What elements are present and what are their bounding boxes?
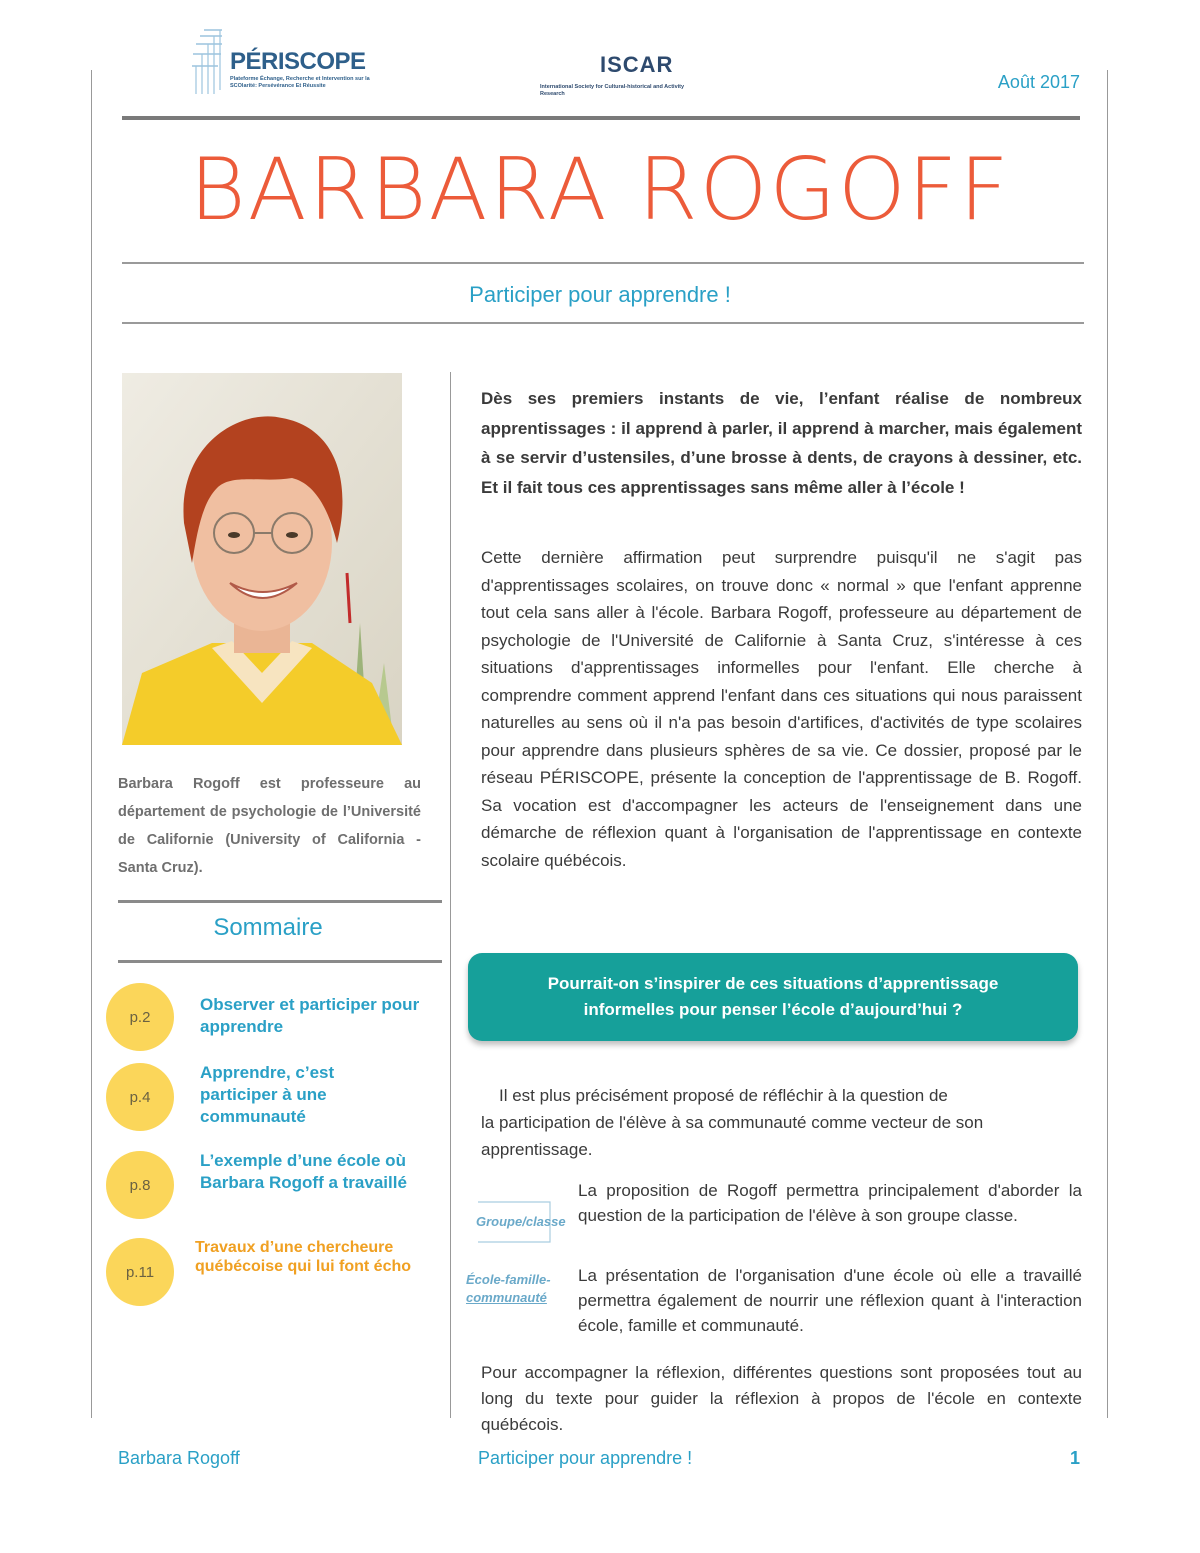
periscope-logo xyxy=(190,28,380,98)
callout-line: informelles pour penser l’école d’aujourd’hui ? xyxy=(583,1000,963,1019)
toc-page-badge: p.8 xyxy=(106,1151,174,1219)
callout-line: Pourrait-on s’inspirer de ces situations d’apprentissage xyxy=(547,974,999,993)
caption-rule xyxy=(118,900,442,903)
page-number: 1 xyxy=(1070,1448,1081,1468)
toc-item[interactable]: L’exemple d’une école où Barbara Rogoff a travaillé xyxy=(200,1151,407,1192)
left-border xyxy=(91,70,92,1418)
toc-item[interactable]: Observer et participer pour apprendre xyxy=(200,995,420,1036)
toc-page-badge: p.4 xyxy=(106,1063,174,1131)
portrait-photo xyxy=(122,373,402,745)
body-paragraph: Cette dernière affirmation peut surprendre puisqu'il ne s'agit pas d'apprentissages scolaires, on trouve donc « normal » que l'enfant apprenne tout cela sans aller à l'école. Barbara Rogoff, professeure au département de psychologie de l'Université de Californie à Santa Cruz, s'intéresse à ces situations d'apprentissages informelles pour l'enfant. Elle cherche à comprendre comment apprend l'enfant dans ces situations qui nous paraissent naturelles au sens où il n'a pas besoin d'artifices, d'activités de type scolaires pour apprendre dans plusieurs sphères de sa vie. Ce dossier, proposé par le réseau PÉRISCOPE, présente la conception de l'apprentissage de B. Rogoff. Sa vocation est d'accompagner les acteurs de l'enseignement dans une démarche de réflexion quant à l'organisation de l'apprentissage en contexte scolaire québécois. xyxy=(481,548,1082,870)
iscar-logo-name: ISCAR xyxy=(600,52,674,77)
subtitle-rule-top xyxy=(122,262,1084,264)
footer-author: Barbara Rogoff xyxy=(118,1448,240,1468)
subtitle-rule-bottom xyxy=(122,322,1084,324)
page-title: BARBARA ROGOFF xyxy=(189,140,1011,240)
ecole-famille-icon-label-1: École-famille- xyxy=(466,1272,551,1287)
body-paragraph-2 xyxy=(481,1082,1082,1163)
column-divider xyxy=(450,372,451,1418)
ecole-famille-communaute-icon xyxy=(462,1268,562,1318)
closing-paragraph: Pour accompagner la réflexion, différentes questions sont proposées tout au long du texte pour guider la réflexion à propos de l'école en contexte québécois. xyxy=(481,1363,1082,1434)
right-border xyxy=(1107,70,1108,1418)
iscar-logo xyxy=(540,50,700,100)
groupe-classe-icon xyxy=(470,1196,566,1244)
sommaire-title: Sommaire xyxy=(213,914,323,941)
body2-rest: la participation de l'élève à sa communauté comme vecteur de son apprentissage. xyxy=(481,1113,984,1159)
point-groupe-classe: La proposition de Rogoff permettra principalement d'aborder la question de la participation de l'élève à son groupe classe. xyxy=(578,1181,1082,1225)
toc-item[interactable]: Travaux d’une chercheure québécoise qui lui font écho xyxy=(195,1239,412,1275)
ecole-famille-icon-label-2: communauté xyxy=(466,1290,547,1305)
photo-caption: Barbara Rogoff est professeure au département de psychologie de l’Université de Californie (University of California - Santa Cruz). xyxy=(118,776,421,876)
toc-page-badge: p.2 xyxy=(106,983,174,1051)
top-rule xyxy=(122,116,1080,120)
body2-first-line: Il est plus précisément proposé de réfléchir à la question de xyxy=(499,1086,948,1105)
toc-page-badge: p.11 xyxy=(106,1238,174,1306)
intro-paragraph: Dès ses premiers instants de vie, l’enfant réalise de nombreux apprentissages : il apprend à parler, il apprend à marcher, mais également à se servir d’ustensiles, d’une brosse à dents, de crayons à dessiner, etc. Et il fait tous ces apprentissages sans même aller à l’école ! xyxy=(481,389,1082,497)
periscope-logo-mark xyxy=(190,28,230,98)
periscope-logo-tagline: Plateforme Échange, Recherche et Intervention sur la SCOlarité: Persévérance Et Réussite xyxy=(230,76,370,89)
toc-item[interactable]: Apprendre, c’est participer à une communauté xyxy=(200,1063,335,1126)
periscope-logo-name: PÉRISCOPE xyxy=(230,48,366,75)
footer-title: Participer pour apprendre ! xyxy=(478,1448,693,1468)
point-ecole-famille: La présentation de l'organisation d'une école où elle a travaillé permettra également de nourrir une réflexion quant à l'interaction école, famille et communauté. xyxy=(578,1266,1082,1335)
groupe-classe-icon-label: Groupe/classe xyxy=(476,1214,566,1229)
issue-date: Août 2017 xyxy=(997,72,1080,92)
question-callout xyxy=(468,953,1078,1041)
iscar-logo-tagline: International Society for Cultural-historical and Activity Research xyxy=(540,84,685,97)
sommaire-rule xyxy=(118,960,442,963)
page-subtitle: Participer pour apprendre ! xyxy=(469,282,731,307)
